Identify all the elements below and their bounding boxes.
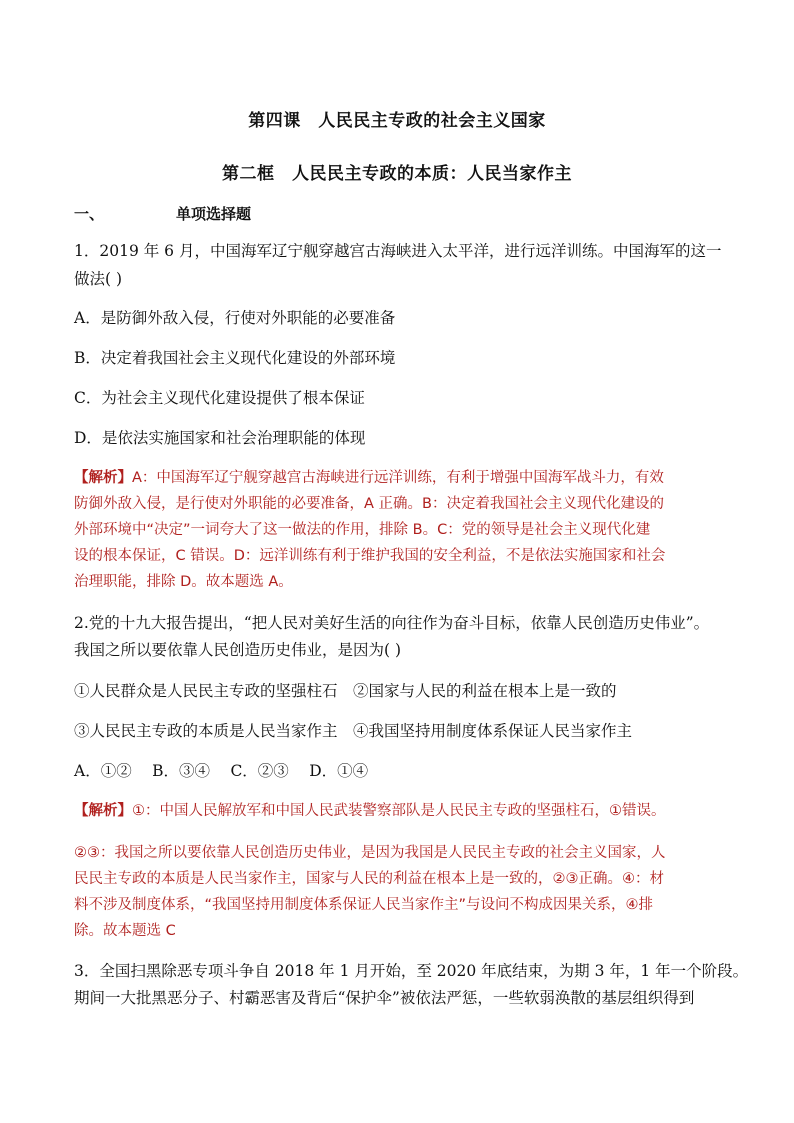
q1-option-a: A．是防御外敌入侵，行使对外职能的必要准备 <box>74 309 396 327</box>
q1-analysis-line-4: 设的根本保证，C 错误。D：远洋训练有利于维护我国的安全利益，不是依法实施国家和社会 <box>74 548 666 564</box>
section-title: 第二框 人民民主专政的本质：人民当家作主 <box>222 164 572 184</box>
q1-analysis-text-1: A：中国海军辽宁舰穿越宫古海峡进行远洋训练，有利于增强中国海军战斗力，有效 <box>132 470 664 486</box>
q1-analysis-line-5: 治理职能，排除 D。故本题选 A。 <box>74 574 293 590</box>
q2-analysis-line-2: ②③：我国之所以要依靠人民创造历史伟业，是因为我国是人民民主专政的社会主义国家，人 <box>74 845 666 861</box>
lesson-title: 第四课 人民民主专政的社会主义国家 <box>248 111 546 131</box>
q1-stem-line-1: 1．2019 年 6 月，中国海军辽宁舰穿越宫古海峡进入太平洋，进行远洋训练。中国海军的这一 <box>74 242 722 260</box>
q3-stem-line-2: 期间一大批黑恶分子、村霸恶害及背后“保护伞”被依法严惩，一些软弱涣散的基层组织得到 <box>74 989 695 1007</box>
q2-analysis <box>74 798 724 824</box>
q2-analysis-line-1 <box>74 798 724 824</box>
q2-stem-line-1: 2.党的十九大报告提出，“把人民对美好生活的向往作为奋斗目标，依靠人民创造历史伟业”。 <box>74 614 710 632</box>
q2-analysis-cont <box>74 840 724 944</box>
analysis-tag: 【解析】 <box>74 803 132 819</box>
q1-analysis-line-3: 外部环境中“决定”一词夸大了这一做法的作用，排除 B。C：党的领导是社会主义现代化建 <box>74 522 651 538</box>
q1-analysis <box>74 465 724 595</box>
q2-analysis-text-1: ①：中国人民解放军和中国人民武装警察部队是人民民主专政的坚强柱石，①错误。 <box>132 803 666 819</box>
q1-analysis-line-2: 防御外敌入侵，是行使对外职能的必要准备，A 正确。B：决定着我国社会主义现代化建设的 <box>74 496 664 512</box>
q1-stem-line-2: 做法( ) <box>74 270 123 288</box>
q1-analysis-line-1 <box>74 465 724 491</box>
q1-option-b: B．决定着我国社会主义现代化建设的外部环境 <box>74 349 396 367</box>
q3-stem-line-1: 3．全国扫黑除恶专项斗争自 2018 年 1 月开始，至 2020 年底结束，为期 3 年，1 年一个阶段。 <box>74 962 749 980</box>
part-label: 单项选择题 <box>176 205 252 223</box>
analysis-tag: 【解析】 <box>74 470 132 486</box>
part-heading <box>74 203 251 224</box>
part-number: 一、 <box>74 205 105 223</box>
q1-option-d: D．是依法实施国家和社会治理职能的体现 <box>74 429 366 447</box>
q2-analysis-line-3: 民民主专政的本质是人民当家作主，国家与人民的利益在根本上是一致的，②③正确。④：材 <box>74 871 664 887</box>
q2-analysis-line-4: 料不涉及制度体系，“我国坚持用制度体系保证人民当家作主”与设问不构成因果关系，④排 <box>74 897 654 913</box>
q2-statements-row-2: ③人民民主专政的本质是人民当家作主 ④我国坚持用制度体系保证人民当家作主 <box>74 722 633 740</box>
q2-choices: A．①② B．③④ C．②③ D．①④ <box>74 762 369 780</box>
q2-statements-row-1: ①人民群众是人民民主专政的坚强柱石 ②国家与人民的利益在根本上是一致的 <box>74 682 617 700</box>
q2-stem-line-2: 我国之所以要依靠人民创造历史伟业，是因为( ) <box>74 641 402 659</box>
q2-analysis-line-5: 除。故本题选 C <box>74 923 176 939</box>
q1-option-c: C．为社会主义现代化建设提供了根本保证 <box>74 389 365 407</box>
